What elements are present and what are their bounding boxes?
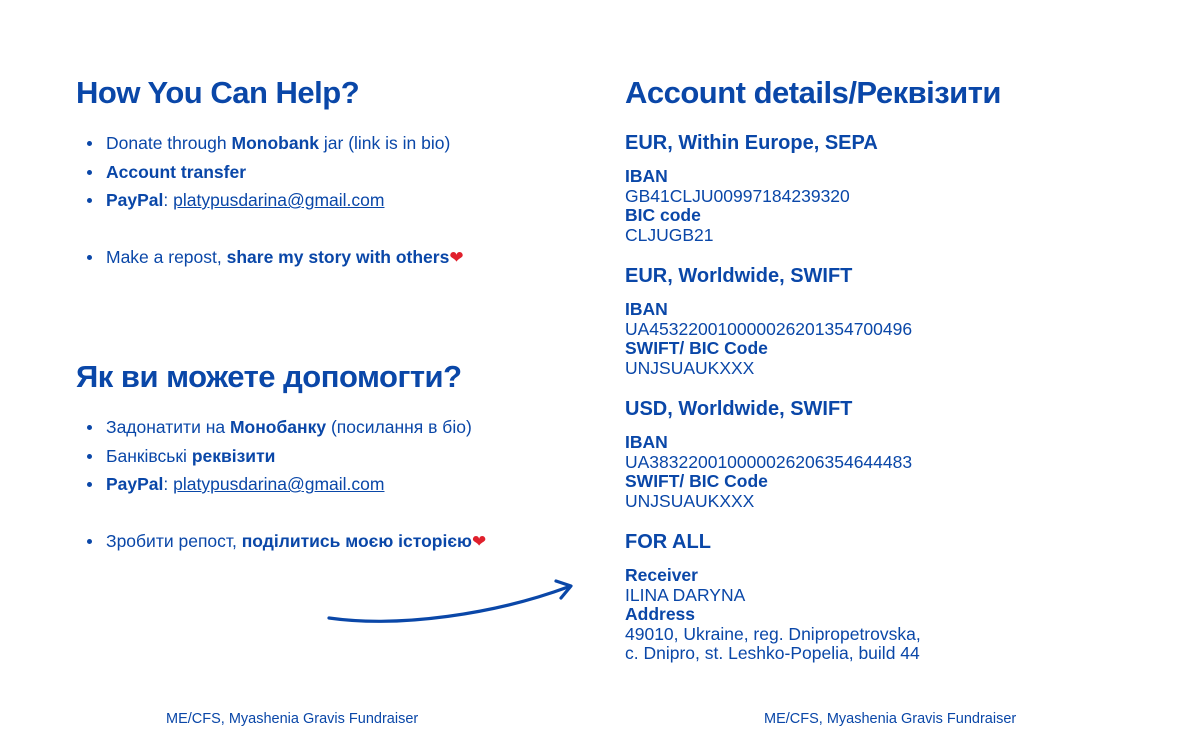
receiver-label: Receiver	[625, 565, 698, 586]
list-item-paypal: PayPal: platypusdarina@gmail.com	[76, 186, 576, 215]
list-item-account-transfer: Account transfer	[76, 158, 576, 187]
heart-icon: ❤	[449, 247, 464, 267]
heart-icon: ❤	[471, 531, 487, 551]
list-item-monobank: Donate through Monobank jar (link is in bio)	[76, 129, 576, 158]
paypal-email-link[interactable]: platypusdarina@gmail.com	[173, 190, 385, 211]
list-item-bank-details-uk: Банківські реквізити	[76, 442, 576, 471]
section-eur-sepa	[625, 132, 1185, 245]
help-list-uk	[76, 413, 576, 556]
help-title-en: How You Can Help?	[76, 75, 360, 110]
address-line-1: 49010, Ukraine, reg. Dnipropetrovska,	[625, 623, 921, 644]
swift-value: UNJSUAUKXXX	[625, 490, 755, 511]
swift-label: SWIFT/ BIC Code	[625, 338, 768, 359]
account-title: Account details/Реквізити	[625, 75, 1001, 110]
iban-value: UA453220010000026201354700496	[625, 318, 913, 339]
swift-value: UNJSUAUKXXX	[625, 357, 755, 378]
iban-label: IBAN	[625, 299, 668, 320]
receiver-value: ILINA DARYNA	[625, 584, 746, 605]
iban-value: GB41CLJU00997184239320	[625, 185, 850, 206]
section-for-all	[625, 531, 1185, 664]
list-item-repost: Make a repost, share my story with others❤	[76, 243, 576, 273]
bic-value: CLJUGB21	[625, 224, 714, 245]
help-section-en	[76, 76, 576, 272]
section-heading: EUR, Worldwide, SWIFT	[625, 265, 853, 288]
footer-right: ME/CFS, Myashenia Gravis Fundraiser	[764, 711, 1017, 727]
list-item-paypal-uk: PayPal: platypusdarina@gmail.com	[76, 470, 576, 499]
section-heading: FOR ALL	[625, 531, 711, 554]
iban-label: IBAN	[625, 166, 668, 187]
section-heading: USD, Worldwide, SWIFT	[625, 398, 853, 421]
help-section-uk	[76, 360, 576, 556]
paypal-email-link-uk[interactable]: platypusdarina@gmail.com	[173, 474, 385, 495]
section-heading: EUR, Within Europe, SEPA	[625, 132, 878, 155]
list-item-repost-uk: Зробити репост, поділитись моєю історією❤	[76, 527, 576, 557]
swift-label: SWIFT/ BIC Code	[625, 471, 768, 492]
curved-arrow-icon	[320, 570, 590, 630]
address-line-2: c. Dnipro, st. Leshko-Popelia, build 44	[625, 643, 920, 664]
section-eur-swift	[625, 265, 1185, 378]
help-title-uk: Як ви можете допомогти?	[76, 359, 462, 394]
bic-label: BIC code	[625, 205, 701, 226]
account-details	[625, 76, 1185, 664]
section-usd-swift	[625, 398, 1185, 511]
list-item-monobank-uk: Задонатити на Монобанку (посилання в біо)	[76, 413, 576, 442]
help-list-en	[76, 129, 576, 272]
footer-left: ME/CFS, Myashenia Gravis Fundraiser	[166, 711, 419, 727]
iban-label: IBAN	[625, 432, 668, 453]
iban-value: UA383220010000026206354644483	[625, 451, 913, 472]
address-label: Address	[625, 604, 696, 625]
